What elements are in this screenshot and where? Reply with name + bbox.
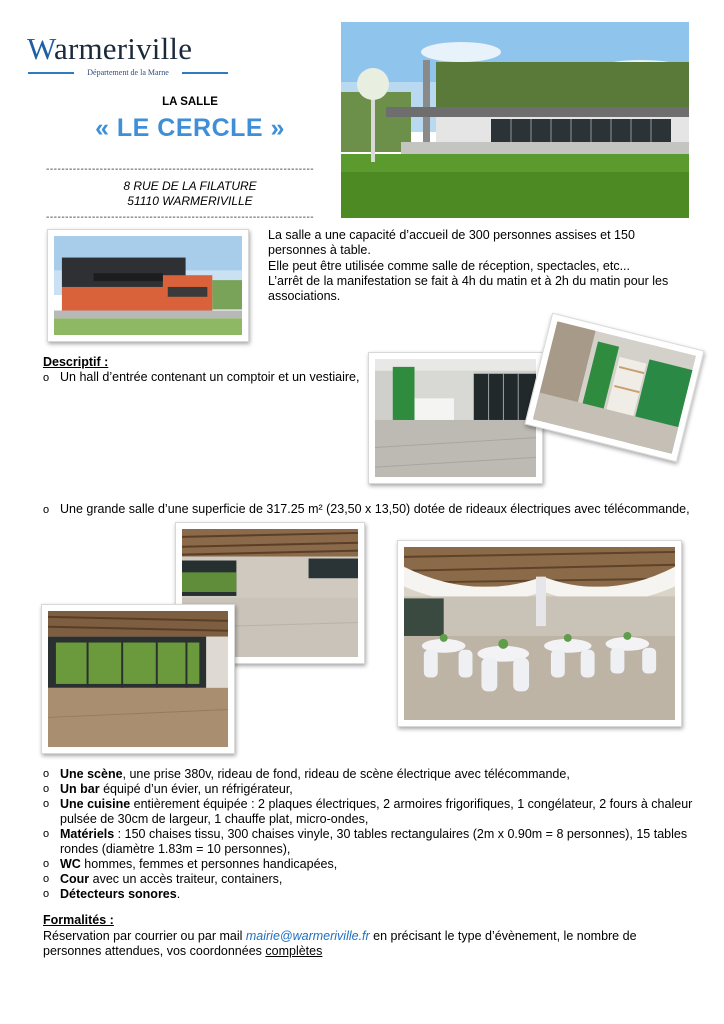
- item-title: Détecteurs sonores: [60, 887, 177, 901]
- hall-description: Un hall d’entrée contenant un comptoir et un vestiaire,: [60, 370, 360, 384]
- bullet-icon: o: [43, 768, 50, 780]
- address-city: 51110 WARMERIVILLE: [127, 194, 253, 208]
- cloakroom-photo: [524, 313, 704, 463]
- formalites-text: [43, 929, 693, 959]
- item-title: WC: [60, 857, 81, 871]
- item-text: : 150 chaises tissu, 300 chaises vinyle, 30 tables rectangulaires (2m x 0.90m = 8 personnes), 15 tables rondes (diamètre 1.83m = 10 personnes),: [60, 827, 688, 856]
- intro-text: [268, 228, 688, 304]
- list-item: [43, 782, 693, 797]
- formalites-underlined: complètes: [265, 944, 323, 958]
- logo-subtitle: Département de la Marne: [87, 68, 169, 77]
- divider-top: ----------------------------------------------------------------------: [46, 165, 315, 175]
- item-text: hommes, femmes et personnes handicapées,: [80, 857, 338, 871]
- page-title: « LE CERCLE »: [95, 114, 285, 142]
- formalites-intro: Réservation par courrier ou par mail: [43, 929, 246, 943]
- salle-label: LA SALLE: [162, 96, 218, 108]
- logo-initial: W: [27, 31, 54, 66]
- building-exterior-icon: [54, 236, 242, 335]
- bullet-icon: o: [43, 858, 50, 870]
- formalites-details: en précisant le type d’évènement, le nombre de personnes attendues, vos coordonnées: [43, 929, 637, 958]
- logo-bar-left: [28, 72, 74, 74]
- item-text: avec un accès traiteur, containers,: [89, 872, 283, 886]
- bullet-icon: o: [43, 783, 50, 795]
- logo-wordmark: [27, 32, 192, 66]
- list-item: [43, 887, 693, 902]
- list-item: [43, 797, 693, 827]
- intro-capacity: La salle a une capacité d’accueil de 300 personnes assises et 150 personnes à table.: [268, 228, 635, 258]
- item-title: Matériels: [60, 827, 115, 841]
- banquet-photo: [397, 540, 682, 727]
- hall-interior-icon: [375, 359, 536, 477]
- divider-bottom: ----------------------------------------------------------------------: [46, 213, 315, 223]
- exterior-side-photo: [47, 229, 249, 342]
- empty-hall-photo-bottom: [41, 604, 235, 754]
- item-title: Cour: [60, 872, 90, 886]
- logo-rest: armeriville: [53, 31, 193, 66]
- intro-usage: Elle peut être utilisée comme salle de réception, spectacles, etc...: [268, 258, 630, 273]
- item-title: Une cuisine: [60, 797, 131, 811]
- bullet-icon: o: [43, 888, 50, 900]
- bullet-icon: o: [43, 798, 50, 810]
- list-item: [43, 872, 693, 887]
- bullet-icon: o: [43, 504, 50, 516]
- banquet-icon: [404, 547, 675, 720]
- list-item: [43, 370, 359, 386]
- item-text: entièrement équipée : 2 plaques électriques, 2 armoires frigorifiques, 1 congélateur, 2 fours à chaleur pulsée de 30cm de largeur, 1 chauffe plat, micro-ondes,: [60, 797, 693, 826]
- item-title: Un bar: [60, 782, 100, 796]
- list-item: [43, 827, 693, 857]
- descriptif-heading: Descriptif :: [43, 355, 109, 369]
- entrance-hall-photo: [368, 352, 543, 484]
- logo-bar-right: [182, 72, 228, 74]
- bullet-icon: o: [43, 372, 50, 384]
- intro-closing-time: L’arrêt de la manifestation se fait à 4h du matin et à 2h du matin pour les associations.: [268, 273, 669, 304]
- item-title: Une scène: [60, 767, 123, 781]
- list-item: [43, 502, 703, 518]
- formalites-heading: Formalités :: [43, 913, 114, 927]
- cloakroom-icon: [533, 321, 696, 454]
- list-item: [43, 767, 693, 782]
- bullet-icon: o: [43, 828, 50, 840]
- hall-interior-icon: [48, 611, 228, 747]
- list-item: [43, 857, 693, 872]
- building-exterior-icon: [341, 22, 689, 218]
- exterior-front-photo: [341, 22, 689, 218]
- item-text: .: [176, 887, 181, 901]
- item-text: , une prise 380v, rideau de fond, rideau de scène électrique avec télécommande,: [122, 767, 570, 781]
- address-street: 8 RUE DE LA FILATURE: [123, 179, 257, 193]
- grande-salle-description: Une grande salle d’une superficie de 317.25 m² (23,50 x 13,50) dotée de rideaux électriques avec télécommande,: [60, 502, 690, 516]
- bullet-icon: o: [43, 873, 50, 885]
- email-link[interactable]: mairie@warmeriville.fr: [245, 929, 370, 943]
- equipment-list: [43, 767, 693, 902]
- item-text: équipé d’un évier, un réfrigérateur,: [99, 782, 293, 796]
- logo-underline: [28, 69, 228, 77]
